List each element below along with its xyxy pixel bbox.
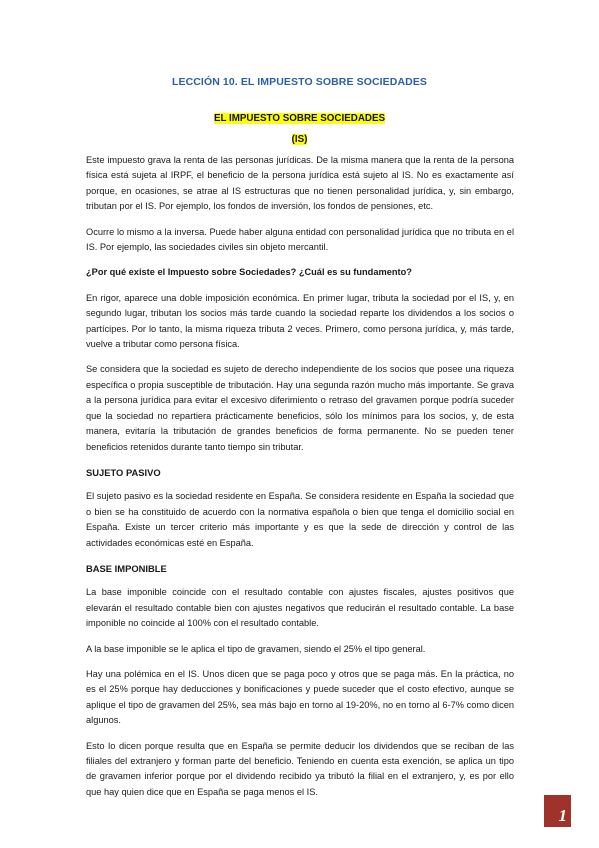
paragraph-sujeto-pasivo: El sujeto pasivo es la sociedad residente en España. Se considera residente en España la sociedad que o bien se ha constituido de acuerdo con la normativa española o bien que tenga el domicilio social en España. Existe un tercer criterio más importante y es que la sede de dirección y control de las actividades económicas esté en España. bbox=[86, 491, 514, 548]
section-title: EL IMPUESTO SOBRE SOCIEDADES bbox=[213, 113, 386, 124]
paragraph-tipo-gravamen: A la base imponible se le aplica el tipo de gravamen, siendo el 25% el tipo general. bbox=[86, 643, 426, 654]
paragraph-rationale: Se considera que la sociedad es sujeto de derecho independiente de los socios que posee una riqueza específica o propia susceptible de tributación. Hay una segunda razón mucho más importante. Se grava a la persona jurídica para evitar el excesivo diferimiento o retraso del gravamen porque podría suceder que la sociedad no repartiera prácticamente beneficios, sólo los mínimos para los socios, y, de esta manera, evitaría la tributación de grandes beneficios de forma permanente. No se pueden tener beneficios retenidos durante tanto tiempo sin tributar. bbox=[86, 364, 514, 452]
paragraph-base-imponible: La base imponible coincide con el resultado contable con ajustes fiscales, ajustes positivos que elevarán el resultado contable bien con ajustes negativos que reducirán el resultado contable. La base imponible no coincide al 100% con el resultado contable. bbox=[86, 587, 514, 629]
paragraph-intro: Este impuesto grava la renta de las personas jurídicas. De la misma manera que la renta de la persona física está sujeta al IRPF, el beneficio de la persona jurídica está sujeto al IS. No es exactamente así porque, en ocasiones, se atrae al IS estructuras que no tienen personalidad jurídica, y, sin embargo, tributan por el IS. Por ejemplo, los fondos de inversión, los fondos de pensiones, etc. bbox=[86, 155, 514, 212]
lesson-title: LECCIÓN 10. EL IMPUESTO SOBRE SOCIEDADES bbox=[171, 76, 428, 88]
paragraph-dividendos: Esto lo dicen porque resulta que en España se permite deducir los dividendos que se reciban de las filiales del extranjero y forman parte del beneficio. Teniendo en cuenta esta exención, se aplica un tipo de gravamen inferior porque por el dividendo recibido ya tributó la filial en el extranjero, y, es por ello que hay quien dice que en España se paga menos el IS. bbox=[86, 740, 514, 797]
paragraph-inverse: Ocurre lo mismo a la inversa. Puede haber alguna entidad con personalidad jurídica que no tributa en el IS. Por ejemplo, las sociedades civiles sin objeto mercantil. bbox=[86, 226, 514, 253]
document-body bbox=[86, 153, 514, 810]
heading-sujeto-pasivo: SUJETO PASIVO bbox=[86, 466, 161, 478]
page-number-badge: 1 bbox=[544, 795, 571, 827]
question-heading: ¿Por qué existe el Impuesto sobre Sociedades? ¿Cuál es su fundamento? bbox=[86, 267, 412, 278]
paragraph-polemica: Hay una polémica en el IS. Unos dicen que se paga poco y otros que se paga más. En la práctica, no es el 25% porque hay deducciones y bonificaciones y puede suceder que el costo efectivo, aunque se aplique el tipo de gravamen del 25%, sea más bajo en torno al 19-20%, no en torno al 6-7% como dicen algunos. bbox=[86, 668, 514, 726]
section-title-wrap bbox=[0, 113, 599, 124]
heading-base-imponible: BASE IMPONIBLE bbox=[86, 562, 167, 574]
paragraph-double-taxation: En rigor, aparece una doble imposición económica. En primer lugar, tributa la sociedad por el IS, y, en segundo lugar, tributan los socios más tarde cuando la sociedad reparte los dividendos a los socios o partícipes. Por lo tanto, la misma riqueza tributa 2 veces. Primero, como persona jurídica, y, más tarde, vuelve a tributar como persona física. bbox=[86, 292, 514, 350]
section-abbr-wrap bbox=[0, 134, 599, 145]
section-abbr: (IS) bbox=[291, 134, 308, 145]
